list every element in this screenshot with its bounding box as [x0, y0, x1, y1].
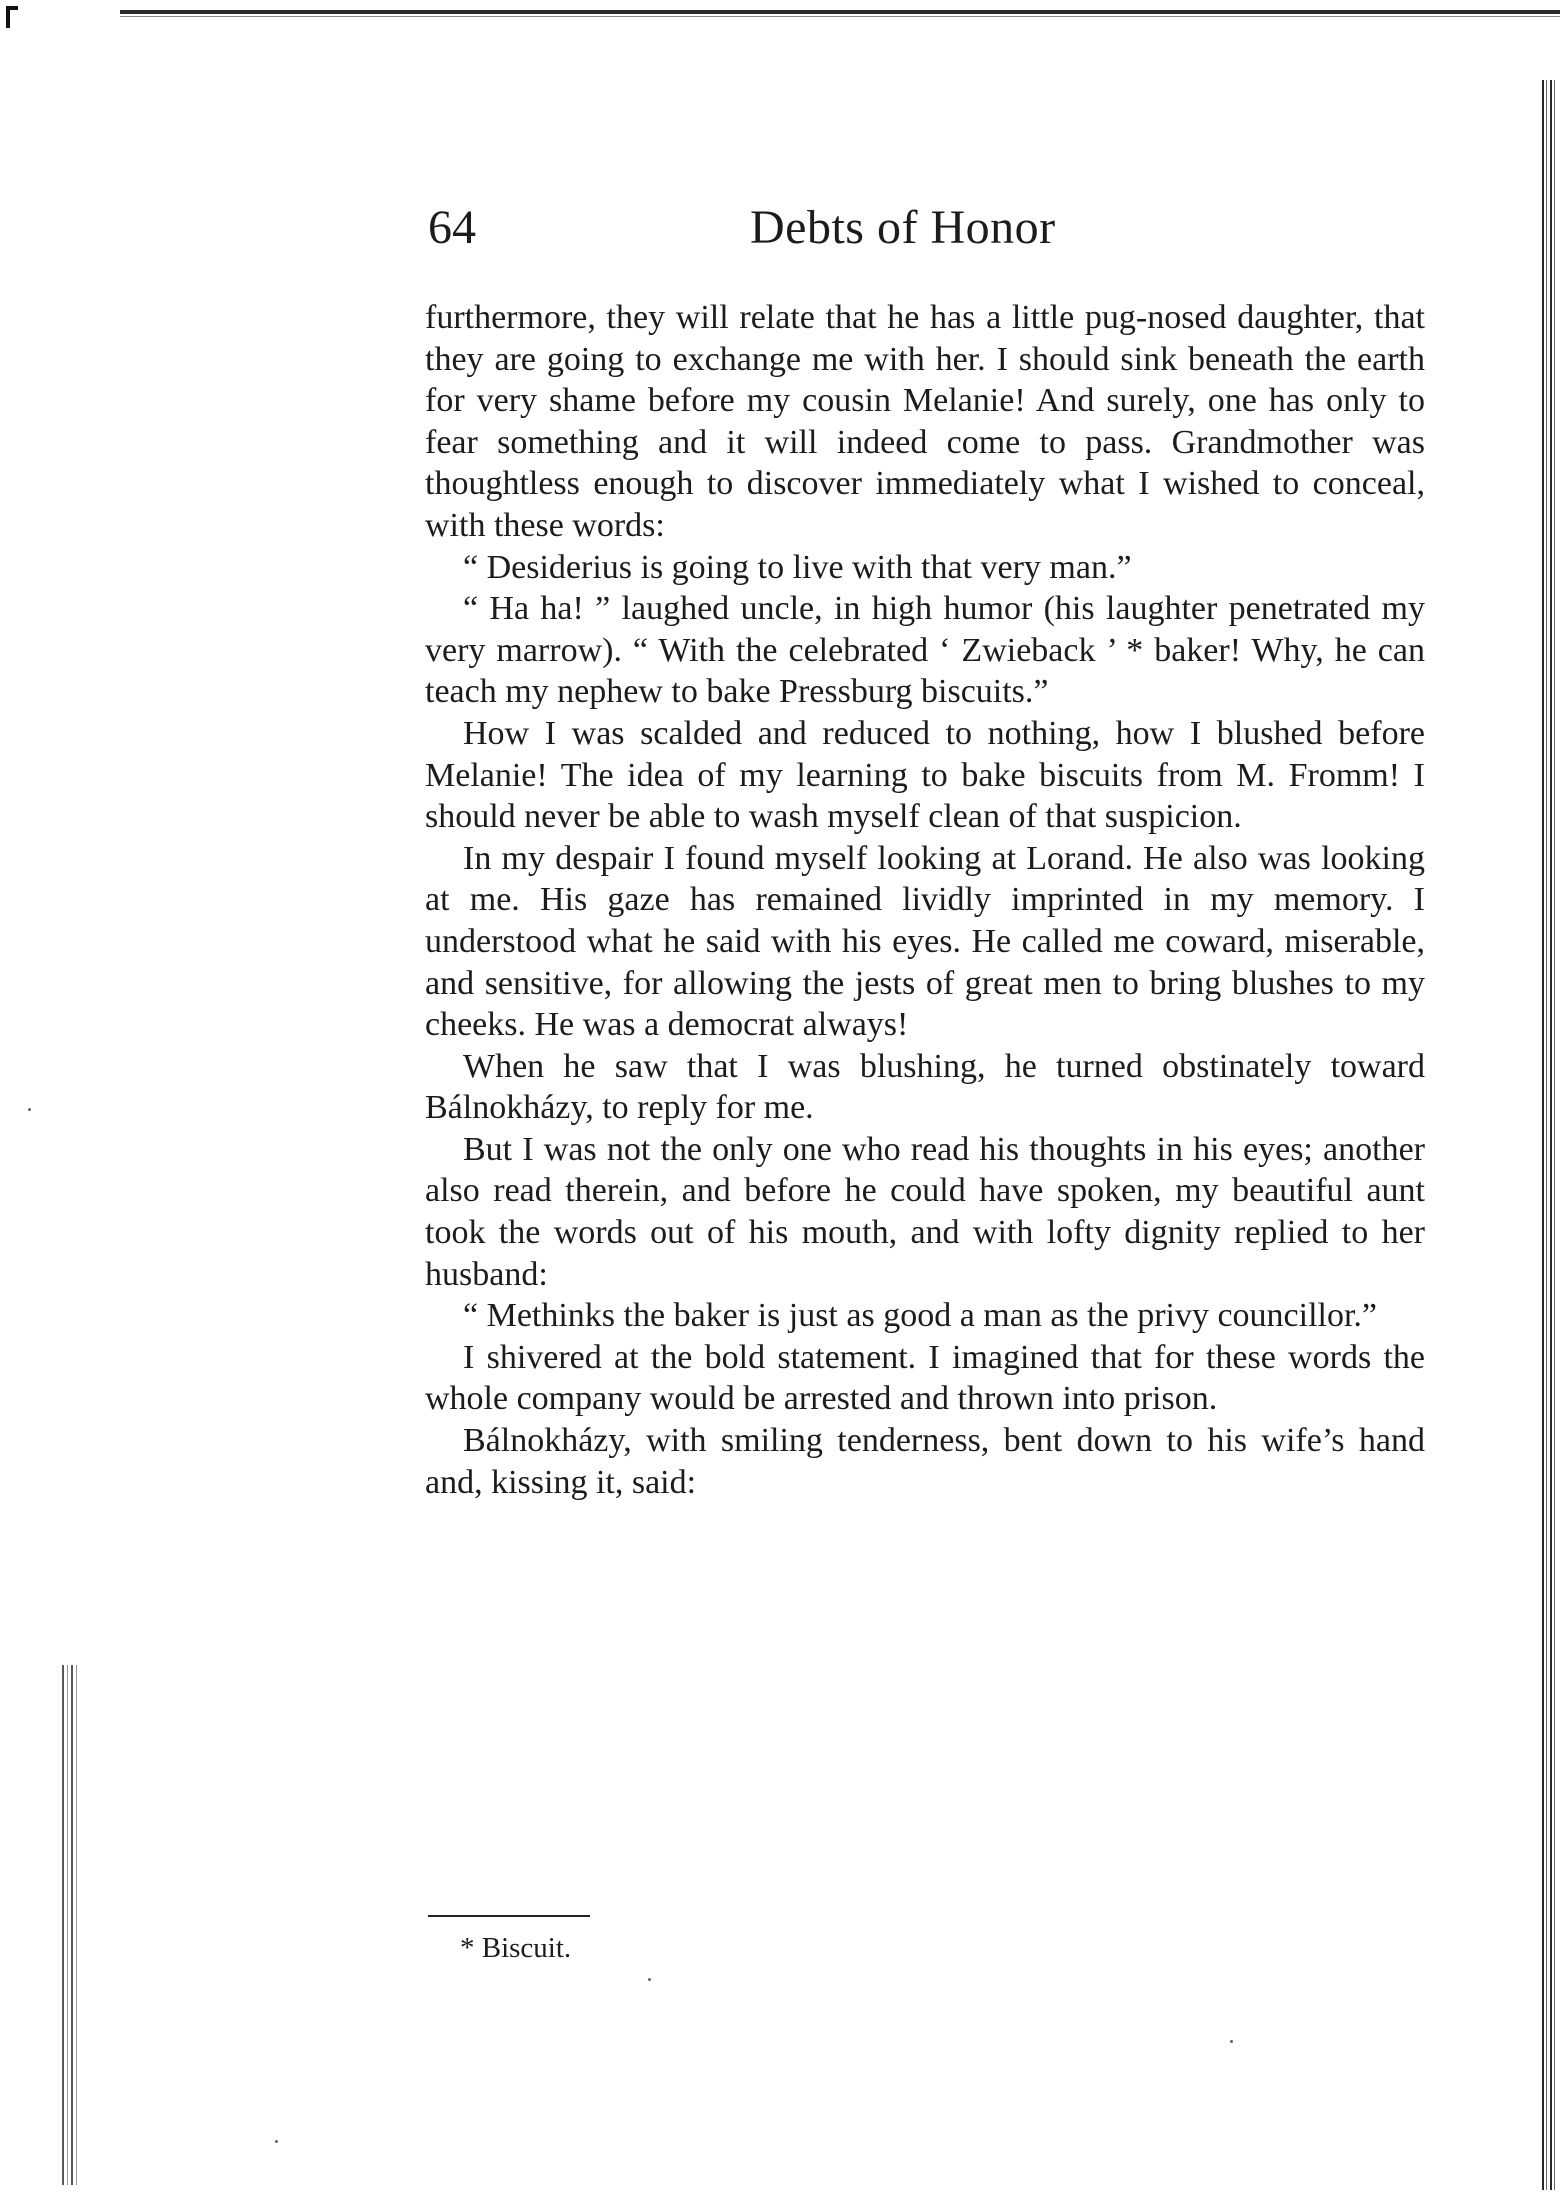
- scan-speck: [28, 1108, 31, 1111]
- running-title: Debts of Honor: [750, 201, 1056, 254]
- footnote: * Biscuit.: [460, 1932, 572, 1964]
- scan-speck: [275, 2140, 278, 2143]
- book-spine-edge: [1542, 80, 1556, 2190]
- scan-top-edge: [120, 10, 1560, 18]
- paragraph: In my despair I found myself looking at Lorand. He also was looking at me. His gaze has remained lividly imprinted in my memory. I understood what he said with his eyes. He called me coward, miserable, and sensitive, for allowing the jests of great men to bring blushes to my cheeks. He was a democrat always!: [425, 839, 1425, 1044]
- paragraph: “ Methinks the baker is just as good a man as the privy councillor.”: [463, 1297, 1378, 1335]
- paragraph: furthermore, they will relate that he has a little pug-nosed daughter, that they are going to exchange me with her. I should sink beneath the earth for very shame before my cousin Melanie! And surely, one has only to fear something and it will indeed come to pass. Grandmother was thoughtless enough to discover immediately what I wished to conceal, with these words:: [425, 299, 1425, 544]
- paragraph: Bálnokházy, with smiling tenderness, bent down to his wife’s hand and, kissing it, said:: [425, 1422, 1425, 1501]
- footnote-rule: [428, 1915, 590, 1917]
- paragraph: When he saw that I was blushing, he turned obstinately toward Bálnokházy, to reply for me.: [425, 1047, 1425, 1127]
- paragraph: I shivered at the bold statement. I imagined that for these words the whole company would be arrested and thrown into prison.: [425, 1338, 1425, 1418]
- page-left-edge: [62, 1665, 80, 2185]
- paragraph: But I was not the only one who read his thoughts in his eyes; another also read therein, and before he could have spoken, my beautiful aunt took the words out of his mouth, and with lofty dignity replied to her husband:: [425, 1130, 1425, 1293]
- body-text: [425, 297, 1425, 1503]
- scan-speck: [1230, 2040, 1233, 2043]
- scan-corner-mark: [6, 6, 18, 28]
- paragraph: “ Desiderius is going to live with that very man.”: [463, 548, 1132, 586]
- paragraph: “ Ha ha! ” laughed uncle, in high humor (his laughter penetrated my very marrow). “ With the celebrated ‘ Zwieback ’ * baker! Why, he can teach my nephew to bake Pressburg biscuits.”: [425, 590, 1425, 711]
- page-header: [428, 198, 1428, 258]
- scan-speck: [648, 1978, 651, 1981]
- page-number: 64: [428, 201, 476, 254]
- paragraph: How I was scalded and reduced to nothing, how I blushed before Melanie! The idea of my learning to bake biscuits from M. Fromm! I should never be able to wash myself clean of that suspicion.: [425, 714, 1425, 836]
